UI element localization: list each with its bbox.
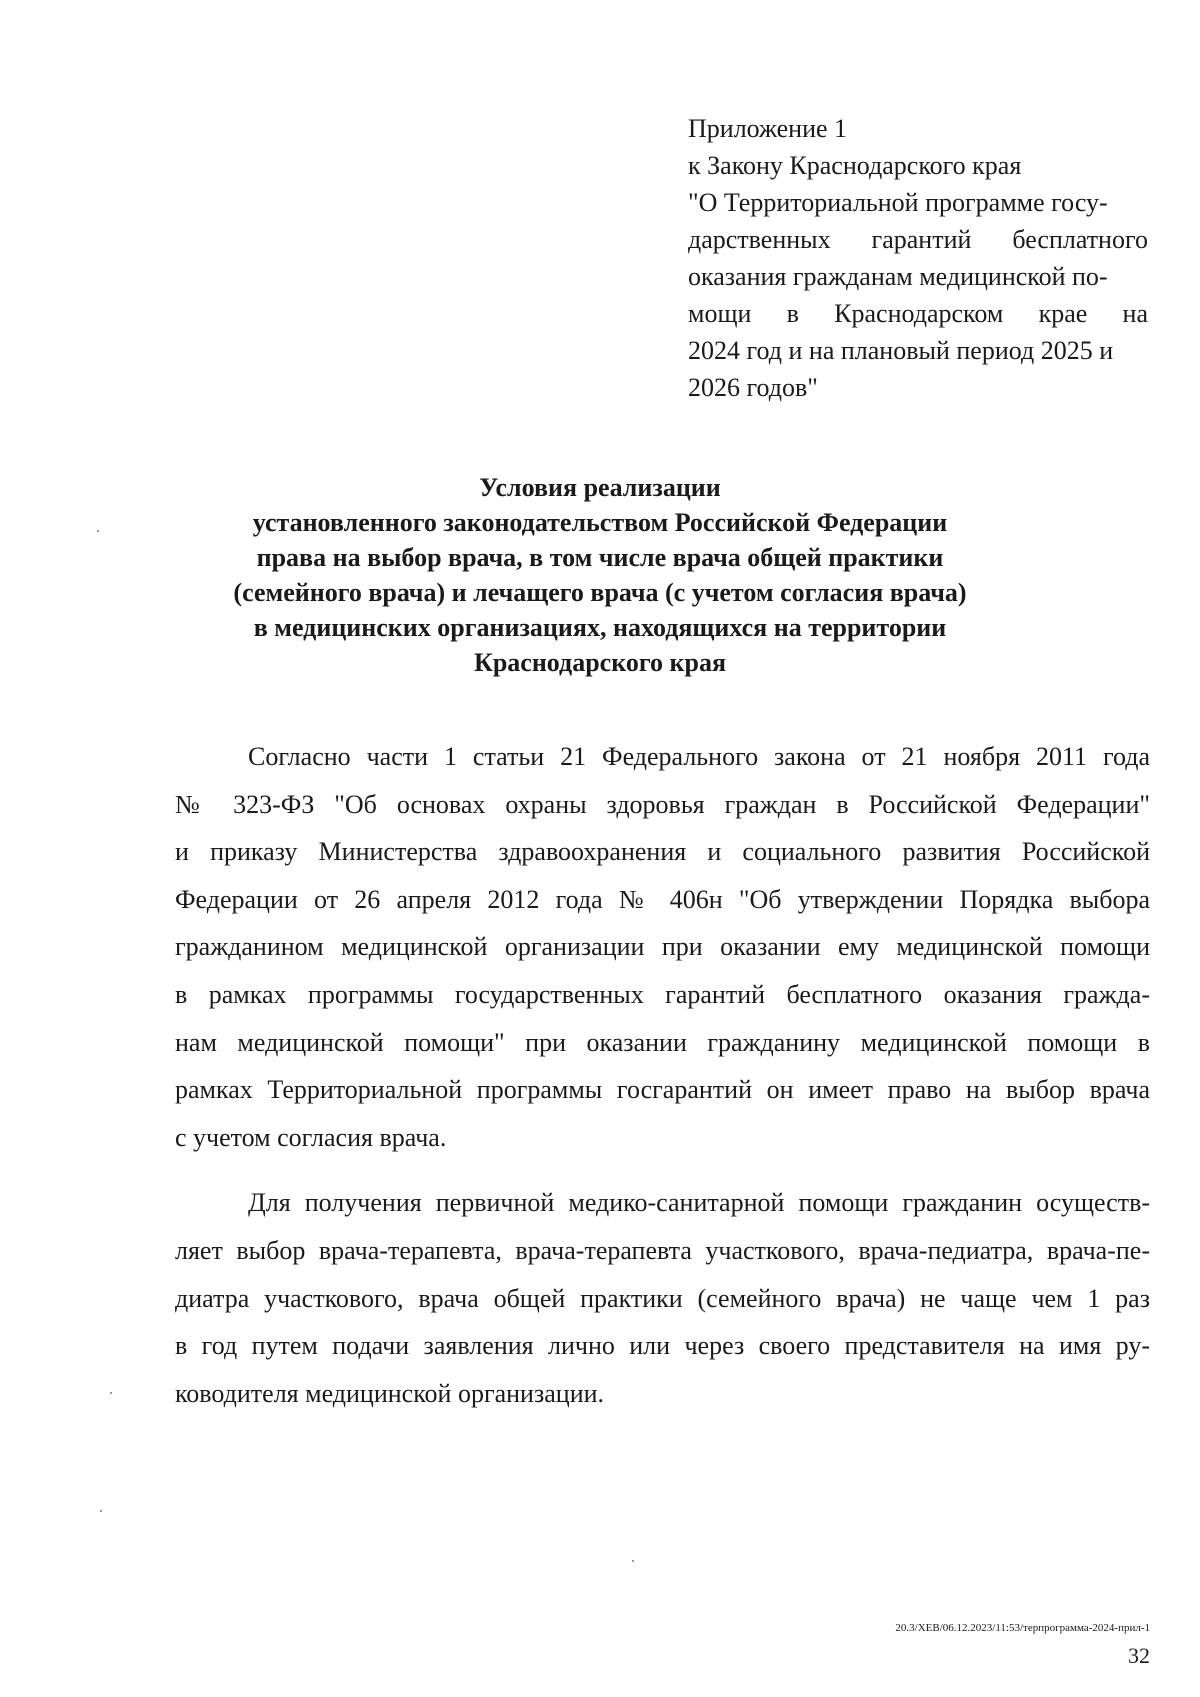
body-line: в рамках программы государственных гарантий бесплатного оказания гражда- [175,979,1150,1009]
appendix-line: 2024 год и на плановый период 2025 и [688,336,1114,365]
paragraph-1 [175,733,1150,1161]
appendix-line: 2026 годов" [688,373,818,402]
body-line: нам медицинской помощи" при оказании гражданину медицинской помощи в [175,1027,1150,1057]
appendix-line: дарственных гарантий бесплатного [688,225,1148,254]
body-line: диатра участкового, врача общей практики (семейного врача) не чаще чем 1 раз [175,1283,1150,1313]
body-line: Согласно части 1 статьи 21 Федерального закона от 21 ноября 2011 года [248,742,1150,771]
appendix-line: "О Территориальной программе госу- [688,188,1108,217]
title-line: установленного законодательством Российской Федерации [252,508,948,537]
document-body [175,733,1150,1417]
title-line: в медицинских организациях, находящихся на территории [253,613,947,642]
scan-speck [97,530,99,532]
body-line: Федерации от 26 апреля 2012 года № 406н "Об утверждении Порядка выбора [175,884,1150,914]
body-line: Для получения первичной медико-санитарной помощи гражданин осуществ- [248,1188,1150,1218]
body-line: в год путем подачи заявления лично или через своего представителя на имя ру- [175,1331,1150,1361]
title-line: (семейного врача) и лечащего врача (с учетом согласия врача) [233,578,967,607]
body-line: гражданином медицинской организации при оказании ему медицинской помощи [175,932,1150,962]
appendix-line: мощи в Краснодарском крае на [688,299,1148,328]
scan-speck [110,1392,112,1394]
body-line: рамках Территориальной программы госгарантий он имеет право на выбор врача [175,1075,1150,1105]
scan-speck [632,1560,634,1562]
body-line: ководителя медицинской организации. [175,1378,605,1408]
appendix-header [688,110,1148,406]
title-line: права на выбор врача, в том числе врача общей практики [256,543,944,572]
title-line: Краснодарского края [473,648,727,677]
title-line: Условия реализации [479,473,721,502]
body-line: № 323-ФЗ "Об основах охраны здоровья граждан в Российской Федерации" [175,789,1150,819]
appendix-line: Приложение 1 [688,114,848,143]
document-title [160,470,1040,680]
appendix-line: к Закону Краснодарского края [688,151,1022,180]
page-number: 32 [1128,1643,1150,1668]
appendix-line: оказания гражданам медицинской по- [688,262,1108,291]
paragraph-2 [175,1179,1150,1417]
body-line: с учетом согласия врача. [175,1122,447,1152]
body-line: ляет выбор врача-терапевта, врача-терапевта участкового, врача-педиатра, врача-пе- [175,1235,1150,1265]
scan-speck [100,1510,102,1512]
body-line: и приказу Министерства здравоохранения и социального развития Российской [175,837,1150,867]
footer-document-code: 20.3/ХЕВ/06.12.2023/11:53/терпрограмма-2024-прил-1 [895,1622,1150,1634]
